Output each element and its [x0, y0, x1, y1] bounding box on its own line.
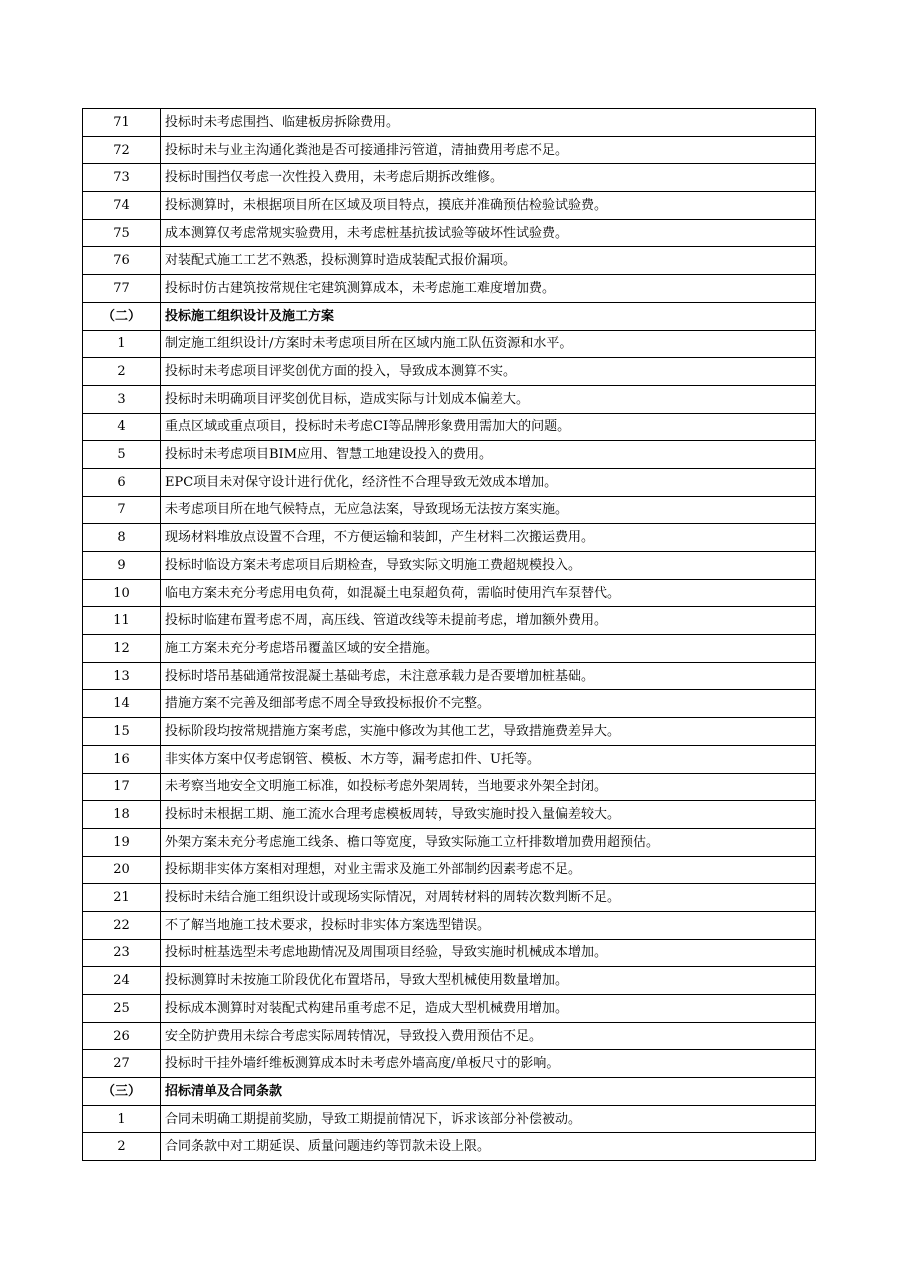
- row-number: 26: [83, 1022, 161, 1050]
- table-row: [83, 884, 816, 912]
- row-text: 投标时未考虑项目评奖创优方面的投入，导致成本测算不实。: [161, 358, 816, 386]
- row-number: 4: [83, 413, 161, 441]
- row-number: 77: [83, 275, 161, 303]
- table-row: [83, 579, 816, 607]
- row-text: 投标测算时，未根据项目所在区域及项目特点，摸底并准确预估检验试验费。: [161, 192, 816, 220]
- table-row: [83, 136, 816, 164]
- row-number: 73: [83, 164, 161, 192]
- table-row: [83, 330, 816, 358]
- table-row: [83, 192, 816, 220]
- row-text: 投标成本测算时对装配式构建吊重考虑不足，造成大型机械费用增加。: [161, 995, 816, 1023]
- row-text: 投标时临建布置考虑不周，高压线、管道改线等未提前考虑，增加额外费用。: [161, 607, 816, 635]
- row-number: 1: [83, 330, 161, 358]
- table-row: [83, 413, 816, 441]
- row-number: 20: [83, 856, 161, 884]
- table-row: [83, 662, 816, 690]
- section-number: （二）: [83, 302, 161, 330]
- row-text: 投标时桩基选型未考虑地勘情况及周围项目经验，导致实施时机械成本增加。: [161, 939, 816, 967]
- table-row: [83, 1133, 816, 1161]
- table-row: [83, 939, 816, 967]
- table-row: [83, 524, 816, 552]
- table-row: [83, 385, 816, 413]
- row-number: 18: [83, 801, 161, 829]
- table-row: [83, 1050, 816, 1078]
- row-number: 27: [83, 1050, 161, 1078]
- row-text: 投标时未考虑项目BIM应用、智慧工地建设投入的费用。: [161, 441, 816, 469]
- row-text: 措施方案不完善及细部考虑不周全导致投标报价不完整。: [161, 690, 816, 718]
- row-number: 25: [83, 995, 161, 1023]
- row-text: 投标测算时未按施工阶段优化布置塔吊，导致大型机械使用数量增加。: [161, 967, 816, 995]
- row-text: 临电方案未充分考虑用电负荷，如混凝土电泵超负荷，需临时使用汽车泵替代。: [161, 579, 816, 607]
- row-number: 17: [83, 773, 161, 801]
- row-number: 13: [83, 662, 161, 690]
- table-row: [83, 745, 816, 773]
- section-title: 投标施工组织设计及施工方案: [161, 302, 816, 330]
- table-row: [83, 552, 816, 580]
- table-row: [83, 718, 816, 746]
- row-number: 6: [83, 468, 161, 496]
- row-text: 投标时未考虑围挡、临建板房拆除费用。: [161, 109, 816, 137]
- row-number: 5: [83, 441, 161, 469]
- table-row: [83, 247, 816, 275]
- row-text: 制定施工组织设计/方案时未考虑项目所在区域内施工队伍资源和水平。: [161, 330, 816, 358]
- table-row: [83, 635, 816, 663]
- row-number: 19: [83, 828, 161, 856]
- table-row: [83, 828, 816, 856]
- row-number: 71: [83, 109, 161, 137]
- row-text: 投标时未结合施工组织设计或现场实际情况，对周转材料的周转次数判断不足。: [161, 884, 816, 912]
- row-number: 76: [83, 247, 161, 275]
- row-text: 合同未明确工期提前奖励，导致工期提前情况下，诉求该部分补偿被动。: [161, 1105, 816, 1133]
- row-number: 8: [83, 524, 161, 552]
- row-text: 对装配式施工工艺不熟悉，投标测算时造成装配式报价漏项。: [161, 247, 816, 275]
- row-number: 16: [83, 745, 161, 773]
- table-row: [83, 164, 816, 192]
- table-row: [83, 1022, 816, 1050]
- table-row: [83, 441, 816, 469]
- table-row: [83, 967, 816, 995]
- row-number: 75: [83, 219, 161, 247]
- table-row: [83, 496, 816, 524]
- row-number: 1: [83, 1105, 161, 1133]
- row-number: 7: [83, 496, 161, 524]
- row-number: 9: [83, 552, 161, 580]
- row-text: 投标时未与业主沟通化粪池是否可接通排污管道，清抽费用考虑不足。: [161, 136, 816, 164]
- row-text: 投标时塔吊基础通常按混凝土基础考虑，未注意承载力是否要增加桩基础。: [161, 662, 816, 690]
- row-text: 合同条款中对工期延误、质量问题违约等罚款未设上限。: [161, 1133, 816, 1161]
- row-number: 23: [83, 939, 161, 967]
- row-text: 投标时干挂外墙纤维板测算成本时未考虑外墙高度/单板尺寸的影响。: [161, 1050, 816, 1078]
- row-number: 15: [83, 718, 161, 746]
- row-text: 不了解当地施工技术要求，投标时非实体方案选型错误。: [161, 911, 816, 939]
- row-number: 74: [83, 192, 161, 220]
- row-number: 2: [83, 358, 161, 386]
- row-text: 施工方案未充分考虑塔吊覆盖区域的安全措施。: [161, 635, 816, 663]
- row-text: 非实体方案中仅考虑钢管、模板、木方等，漏考虑扣件、U托等。: [161, 745, 816, 773]
- row-number: 11: [83, 607, 161, 635]
- table-row: [83, 219, 816, 247]
- row-number: 3: [83, 385, 161, 413]
- section-header-row: [83, 302, 816, 330]
- row-text: 未考察当地安全文明施工标准，如投标考虑外架周转，当地要求外架全封闭。: [161, 773, 816, 801]
- row-text: 投标时仿古建筑按常规住宅建筑测算成本，未考虑施工难度增加费。: [161, 275, 816, 303]
- row-text: EPC项目未对保守设计进行优化，经济性不合理导致无效成本增加。: [161, 468, 816, 496]
- table-row: [83, 995, 816, 1023]
- table-body: [83, 109, 816, 1161]
- cost-risk-table: [82, 108, 816, 1161]
- table-row: [83, 607, 816, 635]
- row-number: 14: [83, 690, 161, 718]
- table-row: [83, 911, 816, 939]
- table-row: [83, 856, 816, 884]
- row-text: 现场材料堆放点设置不合理，不方便运输和装卸，产生材料二次搬运费用。: [161, 524, 816, 552]
- section-header-row: [83, 1078, 816, 1106]
- table-row: [83, 358, 816, 386]
- row-text: 投标时围挡仅考虑一次性投入费用，未考虑后期拆改维修。: [161, 164, 816, 192]
- row-number: 22: [83, 911, 161, 939]
- row-number: 21: [83, 884, 161, 912]
- row-text: 投标时未明确项目评奖创优目标，造成实际与计划成本偏差大。: [161, 385, 816, 413]
- section-number: （三）: [83, 1078, 161, 1106]
- row-text: 外架方案未充分考虑施工线条、檐口等宽度，导致实际施工立杆排数增加费用超预估。: [161, 828, 816, 856]
- table-row: [83, 109, 816, 137]
- table-row: [83, 1105, 816, 1133]
- row-text: 投标时临设方案未考虑项目后期检查，导致实际文明施工费超规模投入。: [161, 552, 816, 580]
- table-row: [83, 468, 816, 496]
- row-text: 安全防护费用未综合考虑实际周转情况，导致投入费用预估不足。: [161, 1022, 816, 1050]
- row-text: 成本测算仅考虑常规实验费用，未考虑桩基抗拔试验等破坏性试验费。: [161, 219, 816, 247]
- row-number: 72: [83, 136, 161, 164]
- row-number: 24: [83, 967, 161, 995]
- section-title: 招标清单及合同条款: [161, 1078, 816, 1106]
- row-number: 10: [83, 579, 161, 607]
- row-text: 未考虑项目所在地气候特点，无应急法案，导致现场无法按方案实施。: [161, 496, 816, 524]
- row-text: 重点区域或重点项目，投标时未考虑CI等品牌形象费用需加大的问题。: [161, 413, 816, 441]
- row-text: 投标期非实体方案相对理想，对业主需求及施工外部制约因素考虑不足。: [161, 856, 816, 884]
- row-text: 投标阶段均按常规措施方案考虑，实施中修改为其他工艺，导致措施费差异大。: [161, 718, 816, 746]
- row-text: 投标时未根据工期、施工流水合理考虑模板周转，导致实施时投入量偏差较大。: [161, 801, 816, 829]
- table-row: [83, 275, 816, 303]
- row-number: 2: [83, 1133, 161, 1161]
- row-number: 12: [83, 635, 161, 663]
- table-row: [83, 773, 816, 801]
- table-row: [83, 801, 816, 829]
- table-row: [83, 690, 816, 718]
